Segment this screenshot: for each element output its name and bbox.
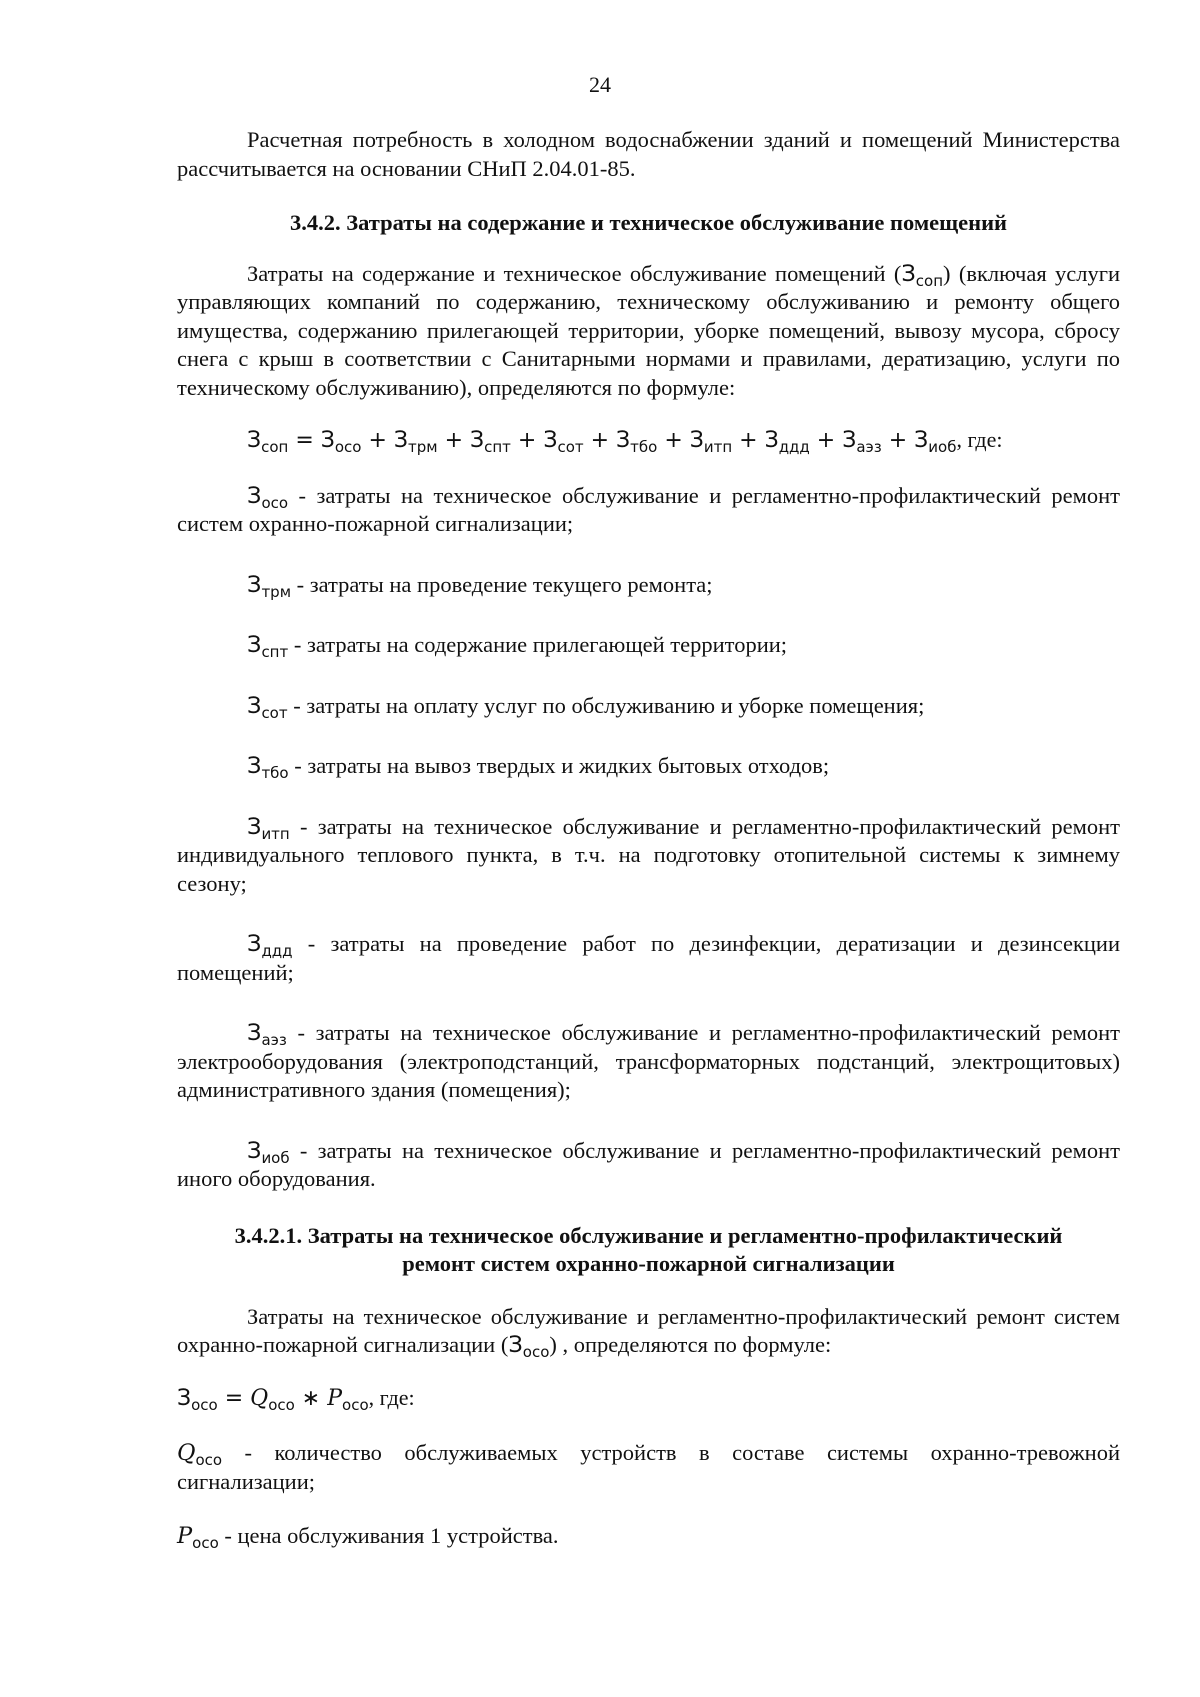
p-symbol: P — [177, 1523, 193, 1549]
formula-tail: , где: — [368, 1384, 415, 1410]
formula-plus: + — [510, 428, 544, 453]
symbol-z: З — [508, 1332, 523, 1358]
definition-symbol: З — [247, 482, 262, 509]
q-symbol: Q — [177, 1440, 196, 1466]
definition-symbol: З — [247, 931, 262, 957]
para-text-before: Затраты на техническое обслуживание и регламентно-профилактический ремонт систем охранно-пожарной сигнализации ( — [177, 1303, 1120, 1357]
para-text-before: Затраты на содержание и техническое обслуживание помещений ( — [247, 260, 902, 286]
formula-term-subscript: трм — [408, 438, 438, 456]
symbol-subscript: соп — [915, 271, 944, 290]
formula-plus: + — [361, 428, 394, 453]
formula-term-subscript: итп — [703, 438, 733, 456]
formula-term-subscript: аэз — [856, 438, 882, 456]
definition-item — [177, 571, 1120, 600]
symbol-z: З — [901, 260, 916, 287]
total-cost-formula — [177, 426, 1120, 456]
definition-text: - затраты на техническое обслуживание и регламентно-профилактический ремонт иного оборудования. — [177, 1137, 1120, 1191]
formula-plus: + — [809, 428, 843, 453]
formula-equals: = — [217, 1385, 251, 1411]
definition-symbol: З — [247, 571, 262, 598]
page-content — [177, 126, 1120, 1551]
formula-p-subscript: осо — [342, 1395, 369, 1414]
para-text-after: ) , определяются по формуле: — [549, 1332, 832, 1357]
definition-text: - затраты на вывоз твердых и жидких бытовых отходов; — [288, 753, 830, 778]
formula-term-subscript: сот — [557, 438, 584, 456]
formula-plus: + — [732, 428, 765, 453]
definition-item — [177, 752, 1120, 781]
definition-subscript: сот — [261, 703, 288, 722]
p-subscript: осо — [192, 1534, 219, 1552]
definition-text: - затраты на оплату услуг по обслуживанию и уборке помещения; — [287, 692, 925, 718]
definition-text: - затраты на техническое обслуживание и регламентно-профилактический ремонт индивидуального теплового пункта, в т.ч. на подготовку отопительной системы к зимнему сезону; — [177, 813, 1120, 896]
definition-text: - затраты на содержание прилегающей территории; — [288, 632, 788, 657]
formula-term-subscript: иоб — [928, 438, 957, 456]
definition-item — [177, 482, 1120, 539]
formula-term-symbol: З — [393, 428, 409, 453]
p-definition — [177, 1522, 1120, 1551]
formula-lhs-symbol: З — [177, 1385, 192, 1411]
definition-subscript: ддд — [261, 942, 293, 960]
definition-subscript: итп — [261, 824, 290, 843]
definition-item — [177, 631, 1120, 660]
q-definition-text: - количество обслуживаемых устройств в составе системы охранно-тревожной сигнализации; — [177, 1440, 1120, 1494]
definition-subscript: тбо — [261, 764, 289, 782]
definition-item — [177, 1019, 1120, 1105]
formula-lhs-subscript: соп — [261, 438, 289, 456]
definition-text: - затраты на проведение работ по дезинфекции, дератизации и дезинсекции помещений; — [177, 931, 1120, 985]
symbol-subscript: осо — [522, 1343, 550, 1361]
formula-term-symbol: З — [764, 428, 779, 453]
formula-lhs-symbol: З — [247, 428, 262, 453]
definition-symbol: З — [247, 632, 262, 658]
formula-term-symbol: З — [842, 428, 857, 453]
heading-line-1: 3.4.2.1. Затраты на техническое обслуживание и регламентно-профилактический — [234, 1222, 1063, 1248]
definition-text: - затраты на техническое обслуживание и регламентно-профилактический ремонт систем охранно-пожарной сигнализации; — [177, 482, 1120, 536]
definition-symbol: З — [247, 1137, 262, 1164]
formula-lhs-subscript: осо — [191, 1395, 218, 1414]
formula-term-symbol: З — [914, 428, 929, 453]
section-heading-3-4-2: 3.4.2. Затраты на содержание и техническое обслуживание помещений — [289, 210, 1008, 235]
formula-plus: + — [881, 428, 915, 453]
formula-term-symbol: З — [320, 428, 335, 453]
definition-item — [177, 813, 1120, 899]
page-number: 24 — [589, 72, 611, 97]
definition-subscript: трм — [261, 582, 292, 601]
formula-tail: , где: — [956, 427, 1003, 452]
q-subscript: осо — [195, 1451, 223, 1469]
definition-text: - затраты на проведение текущего ремонта; — [291, 571, 713, 597]
formula-term-symbol: З — [689, 428, 704, 453]
heading-line-2: ремонт систем охранно-пожарной сигнализации — [402, 1251, 895, 1276]
q-definition — [177, 1439, 1120, 1496]
formula-plus: + — [437, 428, 471, 453]
definition-subscript: аэз — [261, 1031, 287, 1049]
formula-terms — [320, 428, 957, 456]
formula-term-subscript: ддд — [778, 438, 810, 456]
definition-item — [177, 1137, 1120, 1194]
formula-q-symbol: Q — [250, 1385, 269, 1411]
formula-plus: + — [657, 428, 690, 453]
definitions-list — [177, 482, 1120, 1194]
formula-term-subscript: спт — [484, 438, 511, 456]
section-3-4-2-1-paragraph — [177, 1303, 1120, 1360]
formula-q-subscript: осо — [268, 1395, 295, 1414]
section-3-4-2-paragraph — [177, 260, 1120, 403]
p-definition-text: - цена обслуживания 1 устройства. — [218, 1523, 559, 1548]
formula-term-symbol: З — [616, 428, 631, 453]
formula-term-subscript: осо — [334, 438, 362, 456]
formula-term-subscript: тбо — [630, 438, 658, 456]
definition-symbol: З — [247, 813, 262, 840]
definition-symbol: З — [247, 692, 262, 719]
para-text-after: ) (включая услуги управляющих компаний по содержанию, техническому обслуживанию и ремонту общего имущества, содержанию прилегающей территории, уборке помещений, вывозу мусора, сбросу снега с крыш в соответствии с Санитарными нормами и правилами, дератизацию, услуги по техническому обслуживанию), определяются по формуле: — [177, 260, 1121, 400]
definition-symbol: З — [247, 1020, 262, 1046]
formula-multiply: ∗ — [294, 1385, 328, 1411]
oso-cost-formula — [177, 1384, 1120, 1414]
definition-subscript: осо — [261, 493, 289, 512]
definition-symbol: З — [247, 753, 262, 779]
definition-subscript: спт — [261, 643, 289, 661]
definition-item — [177, 692, 1120, 721]
definition-item — [177, 930, 1120, 987]
formula-term-symbol: З — [543, 428, 558, 453]
intro-paragraph: Расчетная потребность в холодном водоснабжении зданий и помещений Министерства рассчитывается на основании СНиП 2.04.01-85. — [177, 127, 1120, 181]
formula-equals: = — [288, 428, 321, 453]
definition-subscript: иоб — [261, 1148, 290, 1167]
formula-plus: + — [583, 428, 617, 453]
formula-term-symbol: З — [470, 428, 485, 453]
section-heading-3-4-2-1 — [177, 1222, 1120, 1279]
formula-p-symbol: P — [327, 1385, 343, 1411]
definition-text: - затраты на техническое обслуживание и регламентно-профилактический ремонт электрооборудования (электроподстанций, трансформаторных подстанций, электрощитовых) административного здания (помещения); — [177, 1020, 1120, 1102]
